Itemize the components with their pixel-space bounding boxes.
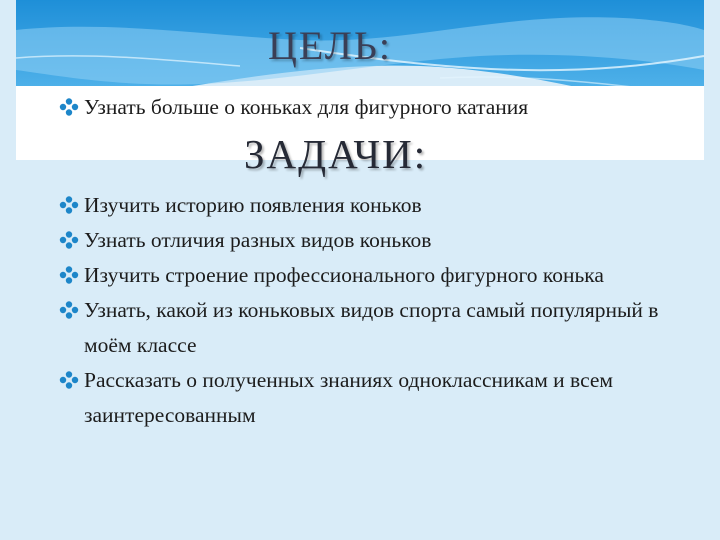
task-item-text: Узнать отличия разных видов коньков <box>84 228 432 252</box>
task-item-text: Изучить строение профессионального фигурного конька <box>84 263 604 287</box>
goal-list <box>58 90 708 125</box>
diamond-dots-icon <box>58 98 80 116</box>
task-item-text: Узнать, какой из коньковых видов спорта самый популярный в моём классе <box>84 298 659 357</box>
diamond-dots-icon <box>58 231 80 249</box>
diamond-dots-icon <box>58 301 80 319</box>
task-item <box>58 258 688 293</box>
task-item <box>58 188 688 223</box>
task-item <box>58 363 688 433</box>
task-item-text: Изучить историю появления коньков <box>84 193 422 217</box>
goal-item <box>58 90 708 125</box>
tasks-title: ЗАДАЧИ: <box>244 131 428 177</box>
tasks-list <box>58 188 688 433</box>
task-item <box>58 223 688 258</box>
goal-title: ЦЕЛЬ: <box>268 23 393 68</box>
diamond-dots-icon <box>58 371 80 389</box>
task-item <box>58 293 688 363</box>
diamond-dots-icon <box>58 266 80 284</box>
goal-item-text: Узнать больше о коньках для фигурного катания <box>84 95 529 119</box>
diamond-dots-icon <box>58 196 80 214</box>
task-item-text: Рассказать о полученных знаниях одноклассникам и всем заинтересованным <box>84 368 614 427</box>
